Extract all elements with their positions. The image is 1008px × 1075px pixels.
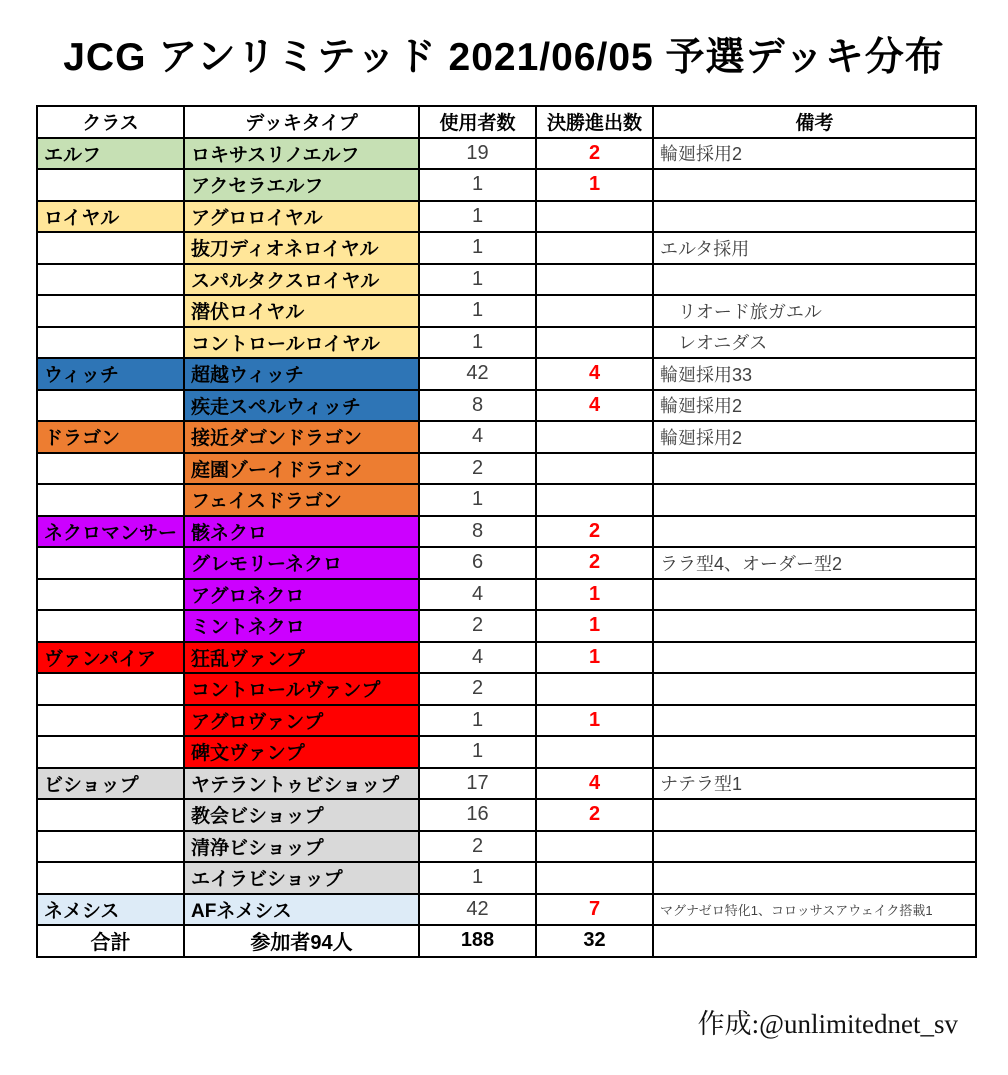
table-row <box>37 516 976 548</box>
class-cell <box>37 169 184 201</box>
deck-cell: 疾走スペルウィッチ <box>184 390 419 422</box>
class-cell <box>37 264 184 296</box>
deck-cell: 狂乱ヴァンプ <box>184 642 419 674</box>
class-cell <box>37 799 184 831</box>
class-cell <box>37 610 184 642</box>
column-header-deck-type: デッキタイプ <box>184 106 419 138</box>
players-cell: 6 <box>419 547 536 579</box>
finalists-cell <box>536 201 653 233</box>
deck-cell: ヤテラントゥビショップ <box>184 768 419 800</box>
table-row <box>37 169 976 201</box>
deck-cell: 教会ビショップ <box>184 799 419 831</box>
total-players-cell: 188 <box>419 925 536 957</box>
table-row <box>37 453 976 485</box>
finalists-cell <box>536 673 653 705</box>
remark-cell: レオニダス <box>653 327 976 359</box>
finalists-cell: 1 <box>536 579 653 611</box>
players-cell: 4 <box>419 579 536 611</box>
table-row <box>37 327 976 359</box>
remark-cell: 輪廻採用2 <box>653 421 976 453</box>
table-row <box>37 799 976 831</box>
table-row <box>37 831 976 863</box>
deck-cell: アグロネクロ <box>184 579 419 611</box>
class-cell: ビショップ <box>37 768 184 800</box>
finalists-cell <box>536 453 653 485</box>
class-cell: ヴァンパイア <box>37 642 184 674</box>
class-cell <box>37 484 184 516</box>
remark-cell <box>653 673 976 705</box>
remark-cell <box>653 579 976 611</box>
remark-cell <box>653 264 976 296</box>
class-cell: ロイヤル <box>37 201 184 233</box>
total-remark-cell <box>653 925 976 957</box>
table-row <box>37 421 976 453</box>
finalists-cell: 2 <box>536 516 653 548</box>
players-cell: 2 <box>419 610 536 642</box>
finalists-cell: 2 <box>536 138 653 170</box>
finalists-cell <box>536 484 653 516</box>
finalists-cell <box>536 264 653 296</box>
players-cell: 42 <box>419 894 536 926</box>
total-participants-cell: 参加者94人 <box>184 925 419 957</box>
remark-cell <box>653 201 976 233</box>
remark-cell <box>653 453 976 485</box>
column-header-players: 使用者数 <box>419 106 536 138</box>
column-header-remarks: 備考 <box>653 106 976 138</box>
players-cell: 17 <box>419 768 536 800</box>
players-cell: 1 <box>419 862 536 894</box>
remark-cell: 輪廻採用2 <box>653 138 976 170</box>
class-cell <box>37 453 184 485</box>
remark-cell: ララ型4、オーダー型2 <box>653 547 976 579</box>
class-cell <box>37 673 184 705</box>
table-row <box>37 610 976 642</box>
class-cell: ドラゴン <box>37 421 184 453</box>
table-row <box>37 138 976 170</box>
finalists-cell <box>536 831 653 863</box>
remark-cell: 輪廻採用33 <box>653 358 976 390</box>
players-cell: 4 <box>419 642 536 674</box>
finalists-cell <box>536 295 653 327</box>
players-cell: 1 <box>419 327 536 359</box>
deck-cell: 潜伏ロイヤル <box>184 295 419 327</box>
players-cell: 8 <box>419 516 536 548</box>
total-finalists-cell: 32 <box>536 925 653 957</box>
class-cell <box>37 736 184 768</box>
players-cell: 1 <box>419 736 536 768</box>
deck-cell: フェイスドラゴン <box>184 484 419 516</box>
table-row <box>37 736 976 768</box>
finalists-cell: 1 <box>536 642 653 674</box>
table-row <box>37 390 976 422</box>
deck-cell: 庭園ゾーイドラゴン <box>184 453 419 485</box>
finalists-cell: 2 <box>536 799 653 831</box>
deck-cell: 清浄ビショップ <box>184 831 419 863</box>
table-row <box>37 705 976 737</box>
class-cell: ネメシス <box>37 894 184 926</box>
finalists-cell: 4 <box>536 358 653 390</box>
remark-cell <box>653 831 976 863</box>
finalists-cell: 1 <box>536 705 653 737</box>
deck-cell: アグロヴァンプ <box>184 705 419 737</box>
total-label-cell: 合計 <box>37 925 184 957</box>
remark-cell: ナテラ型1 <box>653 768 976 800</box>
players-cell: 4 <box>419 421 536 453</box>
table-row <box>37 484 976 516</box>
players-cell: 42 <box>419 358 536 390</box>
table-row <box>37 264 976 296</box>
table-row <box>37 673 976 705</box>
finalists-cell <box>536 736 653 768</box>
finalists-cell <box>536 421 653 453</box>
deck-cell: エイラビショップ <box>184 862 419 894</box>
remark-cell <box>653 736 976 768</box>
deck-cell: スパルタクスロイヤル <box>184 264 419 296</box>
remark-cell <box>653 642 976 674</box>
remark-cell <box>653 862 976 894</box>
table-row <box>37 201 976 233</box>
players-cell: 1 <box>419 169 536 201</box>
players-cell: 1 <box>419 705 536 737</box>
players-cell: 2 <box>419 453 536 485</box>
deck-cell: AFネメシス <box>184 894 419 926</box>
remark-cell <box>653 610 976 642</box>
class-cell <box>37 327 184 359</box>
remark-cell <box>653 799 976 831</box>
table-row <box>37 295 976 327</box>
players-cell: 19 <box>419 138 536 170</box>
deck-cell: コントロールロイヤル <box>184 327 419 359</box>
deck-cell: グレモリーネクロ <box>184 547 419 579</box>
remark-cell <box>653 169 976 201</box>
deck-cell: ロキサスリノエルフ <box>184 138 419 170</box>
column-header-class: クラス <box>37 106 184 138</box>
class-cell <box>37 862 184 894</box>
finalists-cell <box>536 232 653 264</box>
finalists-cell: 7 <box>536 894 653 926</box>
class-cell <box>37 390 184 422</box>
table-row <box>37 642 976 674</box>
remark-cell: 輪廻採用2 <box>653 390 976 422</box>
class-cell <box>37 705 184 737</box>
class-cell <box>37 579 184 611</box>
class-cell: エルフ <box>37 138 184 170</box>
deck-cell: アグロロイヤル <box>184 201 419 233</box>
credit-text: 作成:@unlimitednet_sv <box>697 1009 958 1039</box>
players-cell: 1 <box>419 232 536 264</box>
remark-cell <box>653 705 976 737</box>
remark-cell: マグナゼロ特化1、コロッサスアウェイク搭載1 <box>653 894 976 926</box>
page-title: JCG アンリミテッド 2021/06/05 予選デッキ分布 <box>63 36 945 79</box>
players-cell: 16 <box>419 799 536 831</box>
class-cell <box>37 295 184 327</box>
players-cell: 1 <box>419 264 536 296</box>
deck-cell: 抜刀ディオネロイヤル <box>184 232 419 264</box>
table-row <box>37 358 976 390</box>
deck-distribution-table <box>36 105 977 958</box>
class-cell: ネクロマンサー <box>37 516 184 548</box>
table-row <box>37 232 976 264</box>
deck-cell: 超越ウィッチ <box>184 358 419 390</box>
column-header-finalists: 決勝進出数 <box>536 106 653 138</box>
players-cell: 1 <box>419 295 536 327</box>
finalists-cell <box>536 327 653 359</box>
class-cell: ウィッチ <box>37 358 184 390</box>
remark-cell <box>653 516 976 548</box>
deck-cell: コントロールヴァンプ <box>184 673 419 705</box>
finalists-cell: 2 <box>536 547 653 579</box>
class-cell <box>37 831 184 863</box>
table-row <box>37 547 976 579</box>
players-cell: 2 <box>419 673 536 705</box>
players-cell: 1 <box>419 484 536 516</box>
deck-cell: 碑文ヴァンプ <box>184 736 419 768</box>
table-row <box>37 579 976 611</box>
deck-cell: アクセラエルフ <box>184 169 419 201</box>
players-cell: 1 <box>419 201 536 233</box>
total-row <box>37 925 976 957</box>
table-row <box>37 768 976 800</box>
finalists-cell: 1 <box>536 610 653 642</box>
deck-cell: ミントネクロ <box>184 610 419 642</box>
remark-cell: リオード旅ガエル <box>653 295 976 327</box>
finalists-cell: 4 <box>536 768 653 800</box>
deck-cell: 接近ダゴンドラゴン <box>184 421 419 453</box>
table-row <box>37 862 976 894</box>
class-cell <box>37 547 184 579</box>
deck-cell: 骸ネクロ <box>184 516 419 548</box>
remark-cell: エルタ採用 <box>653 232 976 264</box>
finalists-cell <box>536 862 653 894</box>
class-cell <box>37 232 184 264</box>
finalists-cell: 1 <box>536 169 653 201</box>
header-row <box>37 106 976 138</box>
table-row <box>37 894 976 926</box>
remark-cell <box>653 484 976 516</box>
players-cell: 2 <box>419 831 536 863</box>
players-cell: 8 <box>419 390 536 422</box>
finalists-cell: 4 <box>536 390 653 422</box>
